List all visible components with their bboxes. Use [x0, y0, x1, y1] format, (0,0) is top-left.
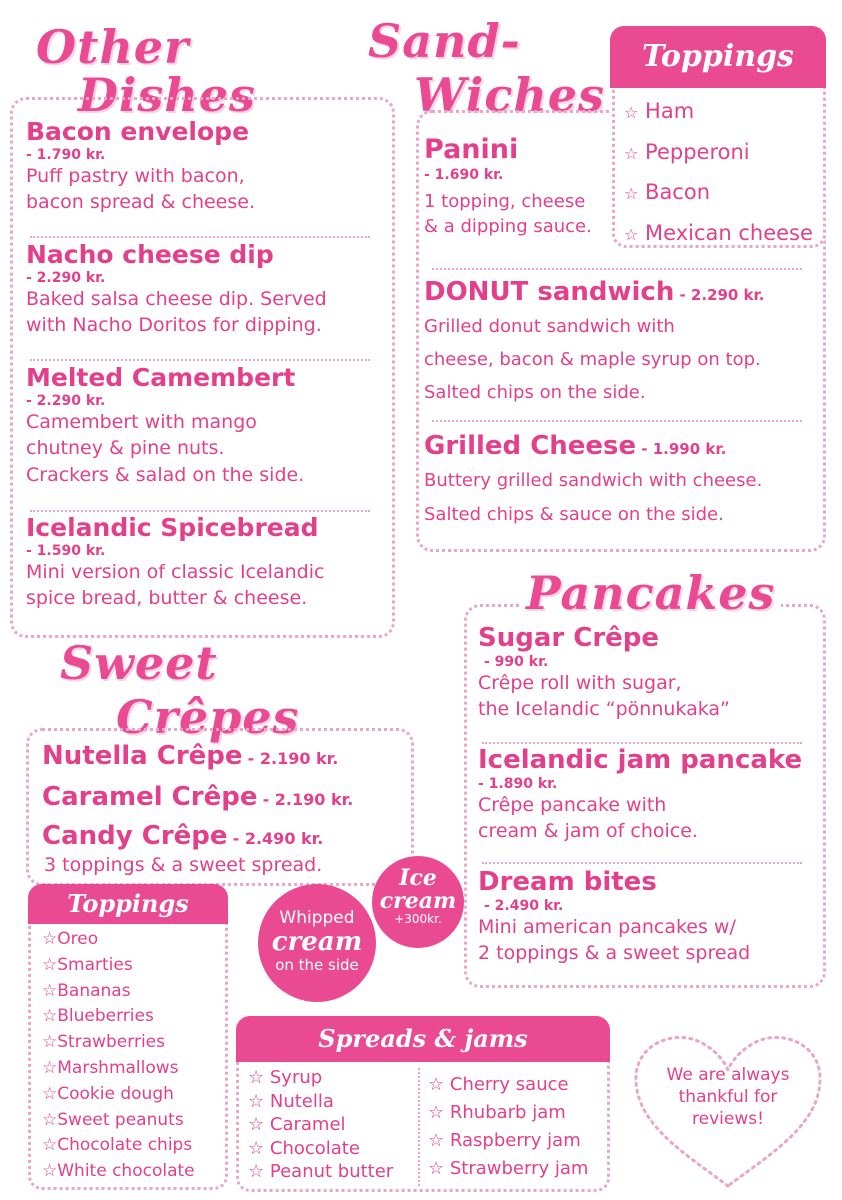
divider — [30, 359, 370, 361]
item-desc: Crackers & salad on the side. — [26, 463, 305, 486]
candy-crepe-desc: 3 toppings & a sweet spread. — [44, 854, 323, 876]
divider — [30, 510, 370, 512]
list-item: ☆ Nutella — [248, 1090, 334, 1112]
whipped-line1: Whipped — [279, 908, 355, 928]
star-icon: ☆ — [42, 980, 58, 1001]
item-price: - 1.890 kr. — [478, 775, 558, 792]
sandwich-toppings-header — [610, 26, 826, 88]
item-desc: with Nacho Doritos for dipping. — [26, 314, 322, 337]
star-icon: ☆ — [42, 929, 58, 949]
star-icon: ☆ — [42, 1057, 58, 1078]
item-desc: & a dipping sauce. — [424, 216, 592, 238]
item-desc: Crêpe pancake with — [478, 793, 667, 816]
list-item: ☆Cookie dough — [42, 1083, 174, 1104]
star-icon: ☆ — [42, 1135, 58, 1156]
divider — [482, 862, 802, 864]
item-heading — [424, 278, 824, 308]
item-price: - 2.190 kr. — [262, 790, 354, 809]
item-price: - 2.490 kr. — [484, 897, 564, 914]
list-item: ☆White chocolate — [42, 1161, 195, 1182]
spreads-divider — [418, 1068, 420, 1186]
item-desc: cheese, bacon & maple syrup on top. — [424, 348, 761, 370]
sweet-crepes-title-line2: Crêpes — [116, 690, 300, 744]
item-name: Panini — [424, 134, 519, 165]
whipped-line2: cream — [271, 927, 363, 957]
list-item: ☆Marshmallows — [42, 1057, 179, 1078]
item-desc: Salted chips & sauce on the side. — [424, 503, 724, 525]
item-desc: Mini american pancakes w/ — [478, 915, 736, 938]
star-icon: ☆ — [42, 1109, 58, 1130]
item-price: - 1.790 kr. — [26, 146, 106, 163]
star-icon: ☆ — [624, 184, 639, 203]
spreads-col1 — [248, 1066, 393, 1184]
item-desc: chutney & pine nuts. — [26, 437, 225, 460]
star-icon: ☆ — [428, 1130, 445, 1151]
star-icon: ☆ — [624, 224, 639, 244]
star-icon: ☆ — [624, 143, 639, 163]
item-name: Sugar Crêpe — [478, 623, 660, 653]
icecream-line1: Ice — [399, 865, 437, 891]
crepe-toppings-header — [28, 884, 228, 924]
ice-cream-badge — [372, 856, 464, 948]
sandwich-toppings-title: Toppings — [642, 39, 794, 74]
item-name: Dream bites — [478, 867, 657, 897]
icecream-line3: +300kr. — [394, 912, 442, 926]
item-name: Icelandic Spicebread — [26, 513, 319, 542]
list-item: ☆ Peanut butter — [248, 1161, 394, 1182]
list-item: ☆Oreo — [42, 929, 99, 949]
other-dishes-item — [26, 514, 386, 612]
other-dishes-title-line1: Other — [36, 20, 190, 74]
crepe-item — [42, 742, 338, 772]
other-dishes-item — [26, 241, 386, 339]
item-name: Nacho cheese dip — [26, 240, 274, 269]
list-item: ☆ Pepperoni — [624, 139, 750, 164]
item-desc: Salted chips on the side. — [424, 381, 646, 403]
spreads-header — [236, 1016, 610, 1062]
grilled-cheese-item — [424, 432, 824, 532]
item-desc: Grilled donut sandwich with — [424, 315, 675, 337]
item-name: Melted Camembert — [26, 363, 296, 392]
sandwiches-title-line1: Sand- — [368, 14, 521, 68]
list-item: ☆ Caramel — [248, 1114, 346, 1135]
heart-line1: We are always — [666, 1065, 790, 1085]
list-item: ☆ Strawberry jam — [428, 1158, 589, 1179]
pancake-item — [478, 746, 823, 845]
list-item: ☆Sweet peanuts — [42, 1109, 184, 1130]
pancakes-title: Pancakes — [520, 570, 781, 616]
item-desc: Mini version of classic Icelandic — [26, 560, 325, 583]
list-item: ☆ Syrup — [248, 1067, 323, 1088]
item-price: - 1.990 kr. — [641, 440, 727, 458]
item-price: - 1.690 kr. — [424, 167, 504, 184]
item-name: Bacon envelope — [26, 117, 250, 146]
item-desc: Camembert with mango — [26, 410, 257, 433]
item-name: DONUT sandwich — [424, 277, 675, 307]
pancake-item — [478, 624, 823, 723]
list-item: ☆Smarties — [42, 954, 133, 975]
sandwich-toppings-list — [624, 92, 813, 254]
list-item: ☆Blueberries — [42, 1006, 154, 1027]
star-icon: ☆ — [428, 1102, 445, 1123]
crepe-toppings-list — [42, 927, 195, 1185]
list-item: ☆ Raspberry jam — [428, 1130, 581, 1151]
star-icon: ☆ — [248, 1067, 265, 1088]
list-item: ☆ Cherry sauce — [428, 1074, 569, 1095]
heart-text — [646, 1064, 810, 1130]
pancake-item — [478, 868, 823, 967]
item-price: - 990 kr. — [484, 653, 549, 670]
item-name: Grilled Cheese — [424, 431, 637, 461]
item-price: - 2.290 kr. — [26, 392, 106, 409]
item-desc: Puff pastry with bacon, — [26, 164, 245, 187]
heart-line2: thankful for — [678, 1087, 778, 1107]
divider — [432, 268, 802, 270]
sandwiches-title-line2: Wiches — [414, 68, 605, 122]
star-icon: ☆ — [428, 1074, 445, 1095]
list-item: ☆ Chocolate — [248, 1137, 360, 1159]
item-desc: Buttery grilled sandwich with cheese. — [424, 469, 763, 491]
other-dishes-item — [26, 364, 386, 489]
item-desc: spice bread, butter & cheese. — [26, 587, 308, 610]
list-item: ☆ Ham — [624, 99, 695, 123]
item-name: Candy Crêpe — [42, 821, 228, 851]
divider — [482, 742, 802, 744]
spreads-col2 — [428, 1071, 588, 1183]
item-price: - 2.290 kr. — [26, 269, 106, 286]
list-item: ☆Strawberries — [42, 1032, 165, 1053]
star-icon: ☆ — [42, 1006, 58, 1027]
crepe-item — [42, 783, 353, 813]
divider — [432, 420, 802, 422]
star-icon: ☆ — [248, 1161, 265, 1182]
item-price: - 1.590 kr. — [26, 542, 106, 559]
item-desc: 1 topping, cheese — [424, 191, 586, 213]
whipped-line3: on the side — [275, 956, 359, 974]
item-name: Nutella Crêpe — [42, 741, 243, 771]
star-icon: ☆ — [42, 1161, 58, 1182]
spreads-title: Spreads & jams — [318, 1024, 528, 1053]
star-icon: ☆ — [42, 1083, 58, 1104]
star-icon: ☆ — [248, 1090, 265, 1112]
icecream-line2: cream — [379, 888, 457, 914]
sweet-crepes-title-line1: Sweet — [60, 636, 218, 690]
star-icon: ☆ — [428, 1158, 445, 1179]
panini-item — [424, 134, 624, 239]
item-price: - 2.190 kr. — [247, 749, 339, 768]
star-icon: ☆ — [42, 954, 58, 975]
item-desc: Crêpe roll with sugar, — [478, 671, 682, 694]
item-desc: cream & jam of choice. — [478, 820, 698, 843]
item-desc: bacon spread & cheese. — [26, 191, 255, 214]
divider — [30, 236, 370, 238]
list-item: ☆ Rhubarb jam — [428, 1102, 566, 1123]
list-item: ☆ Bacon — [624, 180, 711, 204]
item-name: Icelandic jam pancake — [478, 745, 803, 775]
whipped-cream-badge — [258, 884, 376, 1002]
crepe-item — [42, 822, 323, 852]
item-desc: Baked salsa cheese dip. Served — [26, 287, 327, 310]
star-icon: ☆ — [248, 1114, 265, 1135]
other-dishes-item — [26, 118, 386, 216]
crepe-toppings-title: Toppings — [67, 889, 189, 918]
star-icon: ☆ — [42, 1032, 58, 1053]
item-desc: the Icelandic “pönnukaka” — [478, 698, 730, 721]
heart-line3: reviews! — [692, 1109, 764, 1129]
star-icon: ☆ — [624, 103, 639, 122]
donut-sandwich-item — [424, 278, 824, 409]
other-dishes-title-line2: Dishes — [78, 68, 256, 122]
star-icon: ☆ — [248, 1137, 265, 1159]
item-price: - 2.490 kr. — [232, 829, 324, 848]
item-desc: 2 toppings & a sweet spread — [478, 942, 751, 965]
item-name: Caramel Crêpe — [42, 782, 258, 812]
item-heading — [424, 432, 824, 462]
list-item: ☆Chocolate chips — [42, 1135, 193, 1156]
list-item: ☆Bananas — [42, 980, 131, 1001]
list-item: ☆ Mexican cheese — [624, 220, 813, 245]
item-price: - 2.290 kr. — [679, 286, 765, 304]
